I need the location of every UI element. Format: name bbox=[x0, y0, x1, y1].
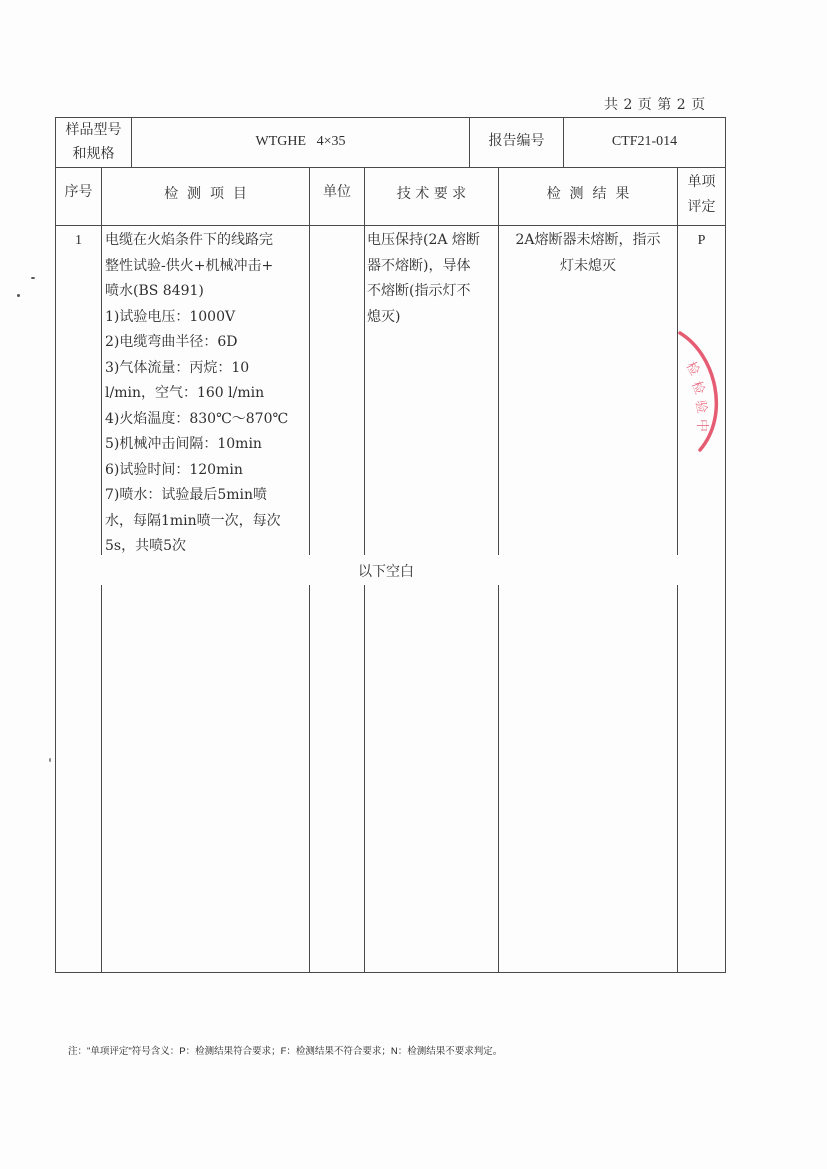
item-line: l/min，空气：160 l/min bbox=[105, 385, 265, 401]
item-line: 2)电缆弯曲半径：6D bbox=[105, 334, 238, 350]
item-line: 1)试验电压：1000V bbox=[105, 308, 236, 325]
label-line: 样品型号 bbox=[65, 122, 122, 138]
page-number: 共 2 页 第 2 页 bbox=[604, 97, 706, 113]
blank-below-marker: 以下空白 bbox=[358, 563, 414, 579]
divider bbox=[309, 585, 310, 973]
item-line: 整性试验-供火+机械冲击+ bbox=[105, 257, 274, 274]
item-line: 喷水(BS 8491) bbox=[105, 283, 204, 299]
report-number-label: 报告编号 bbox=[488, 133, 545, 149]
result-line: 2A熔断器未熔断，指示 bbox=[515, 232, 661, 248]
divider bbox=[677, 585, 678, 973]
item-line: 7)喷水：试验最后5min喷 bbox=[105, 487, 268, 503]
result-line: 灯未熄灭 bbox=[560, 257, 616, 274]
report-number-value: CTF21-014 bbox=[611, 134, 678, 149]
svg-text:检: 检 bbox=[688, 379, 707, 397]
scan-speck bbox=[17, 294, 20, 297]
divider bbox=[364, 585, 365, 973]
col-header-result: 检 测 结 果 bbox=[546, 186, 630, 202]
divider bbox=[55, 167, 725, 168]
divider bbox=[101, 585, 102, 973]
requirement-line: 电压保持(2A 熔断 bbox=[367, 232, 480, 248]
col-header-unit: 单位 bbox=[323, 184, 351, 200]
sample-model-label bbox=[56, 117, 131, 166]
divider bbox=[55, 225, 725, 226]
divider bbox=[498, 585, 499, 973]
requirement-line: 器不熔断)，导体 bbox=[367, 257, 471, 274]
col-header-verdict bbox=[678, 170, 725, 220]
divider bbox=[101, 167, 102, 555]
item-line: 6)试验时间：120min bbox=[105, 461, 243, 478]
divider bbox=[498, 167, 499, 555]
item-line: 5s，共喷5次 bbox=[105, 538, 186, 554]
label-line: 单项 bbox=[687, 174, 716, 190]
table-border-bottom bbox=[55, 972, 725, 973]
item-line: 5)机械冲击间隔：10min bbox=[105, 436, 262, 452]
table-border-right bbox=[725, 117, 726, 973]
scan-speck bbox=[31, 277, 35, 279]
col-header-requirement: 技 术 要 求 bbox=[396, 186, 467, 202]
svg-text:中: 中 bbox=[694, 419, 709, 433]
row-result bbox=[499, 228, 677, 279]
seal-stamp-icon bbox=[668, 325, 728, 455]
row-item bbox=[105, 228, 309, 560]
col-header-seq: 序号 bbox=[64, 184, 93, 200]
item-line: 4)火焰温度：830℃～870℃ bbox=[105, 410, 289, 427]
item-line: 电缆在火焰条件下的线路完 bbox=[105, 232, 273, 248]
item-line: 水，每隔1min喷一次，每次 bbox=[105, 512, 281, 529]
item-line: 3)气体流量：丙烷：10 bbox=[105, 359, 250, 376]
row-seq: 1 bbox=[75, 233, 82, 248]
svg-text:验: 验 bbox=[692, 399, 710, 415]
footnote: 注："单项评定"符号含义：P：检测结果符合要求；F：检测结果不符合要求；N：检测结果不要求判定。 bbox=[68, 1046, 503, 1057]
sample-model-value: WTGHE 4×35 bbox=[255, 134, 346, 149]
label-line: 评定 bbox=[687, 199, 716, 215]
row-verdict: P bbox=[697, 233, 706, 248]
table-border-top bbox=[55, 117, 725, 118]
row-requirement bbox=[367, 228, 498, 330]
label-line: 和规格 bbox=[72, 146, 115, 162]
col-header-item: 检 测 项 目 bbox=[164, 186, 247, 202]
requirement-line: 熄灭) bbox=[367, 308, 401, 325]
svg-text:检: 检 bbox=[682, 359, 703, 379]
scan-speck bbox=[49, 758, 51, 762]
requirement-line: 不熔断(指示灯不 bbox=[367, 283, 471, 299]
divider bbox=[309, 167, 310, 555]
divider bbox=[364, 167, 365, 555]
